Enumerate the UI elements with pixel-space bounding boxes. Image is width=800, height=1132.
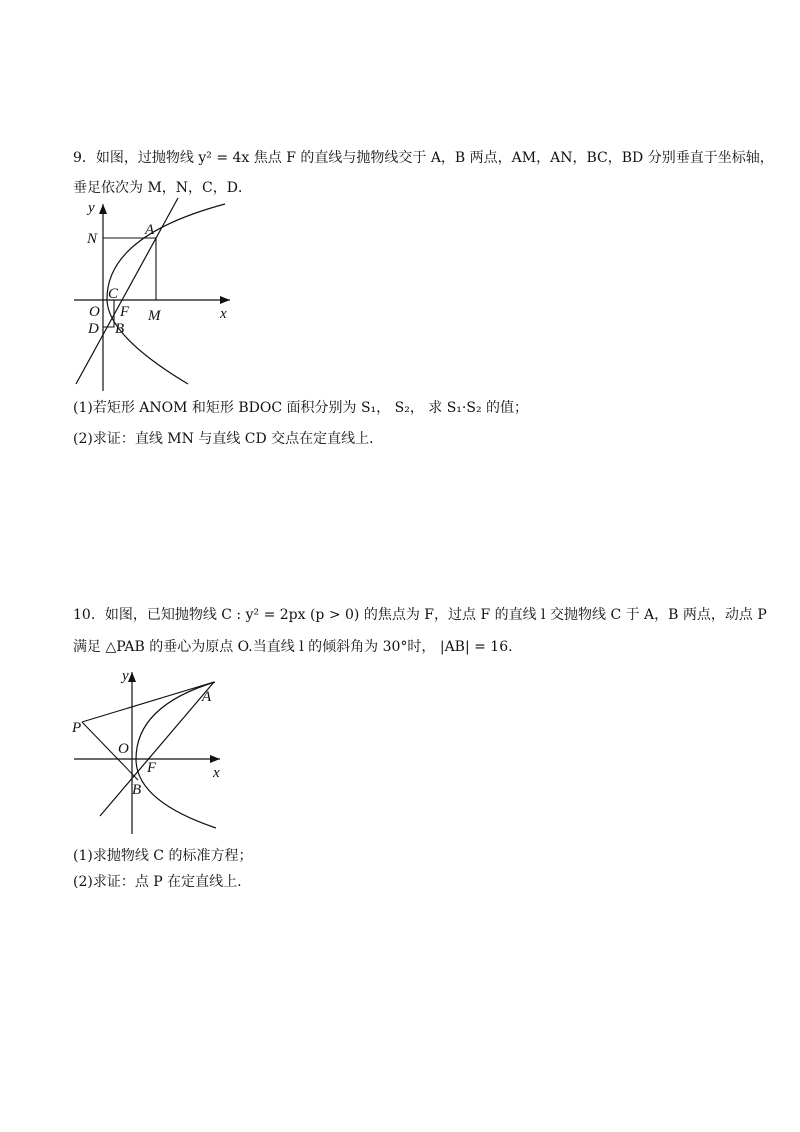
label-c: C <box>108 286 119 302</box>
focal-line <box>76 198 178 384</box>
label-y: y <box>88 200 95 216</box>
problem-10-statement-line2: 满足 △PAB 的垂心为原点 O.当直线 l 的倾斜角为 30°时， |AB| = 16. <box>73 639 513 655</box>
label-b: B <box>132 782 142 798</box>
x-axis-arrow-icon <box>220 296 230 304</box>
segment-pa <box>82 682 214 722</box>
label-y: y <box>122 668 129 684</box>
label-b: B <box>115 321 125 337</box>
problem-9-question-2: (2)求证：直线 MN 与直线 CD 交点在定直线上． <box>73 431 384 447</box>
label-f: F <box>120 304 130 320</box>
x-axis-arrow-icon <box>210 755 220 763</box>
problem-9-question-1: (1)若矩形 ANOM 和矩形 BDOC 面积分别为 S₁， S₂， 求 S₁·S₂ 的值； <box>73 400 529 416</box>
label-o: O <box>89 304 100 320</box>
segment-pb <box>82 722 138 780</box>
rectangle-bdoc <box>103 300 114 327</box>
label-p: P <box>72 720 82 736</box>
label-f: F <box>147 760 157 776</box>
problem-10-question-1: (1)求抛物线 C 的标准方程； <box>73 848 253 864</box>
label-n: N <box>87 231 98 247</box>
problem-9-figure <box>70 196 240 391</box>
problem-10-statement-line1: 10．如图，已知抛物线 C : y² = 2px (p > 0) 的焦点为 F，过点 F 的直线 l 交抛物线 C 于 A，B 两点，动点 P <box>73 607 767 623</box>
problem-9-statement-line1: 9．如图，过抛物线 y² = 4x 焦点 F 的直线与抛物线交于 A，B 两点，AM，AN，BC，BD 分别垂直于坐标轴， <box>73 150 774 166</box>
problem-10-question-2: (2)求证：点 P 在定直线上. <box>73 874 242 890</box>
problem-10-figure <box>70 666 230 836</box>
label-o: O <box>118 741 129 757</box>
label-a: A <box>145 222 155 238</box>
y-axis-arrow-icon <box>128 672 136 682</box>
label-x: x <box>220 306 227 322</box>
label-d: D <box>88 321 99 337</box>
label-a: A <box>202 689 212 705</box>
label-m: M <box>148 308 161 324</box>
problem-9-statement-line2: 垂足依次为 M，N，C，D． <box>73 180 252 196</box>
label-x: x <box>213 765 220 781</box>
y-axis-arrow-icon <box>99 204 107 214</box>
